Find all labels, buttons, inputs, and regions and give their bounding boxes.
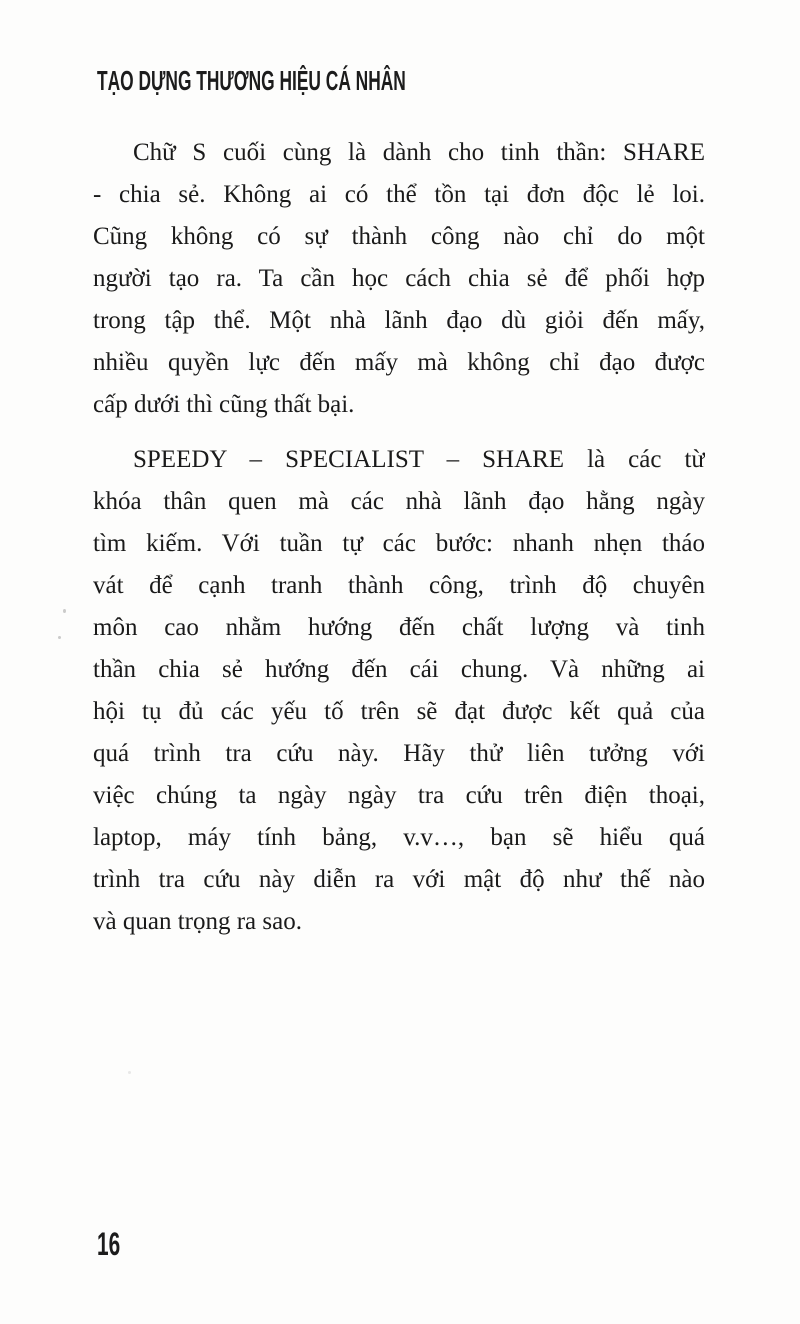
scan-speck (128, 1071, 131, 1074)
text-line: thần chia sẻ hướng đến cái chung. Và những ai (93, 656, 705, 683)
text-line: việc chúng ta ngày ngày tra cứu trên điện thoại, (93, 782, 705, 809)
text-line: vát để cạnh tranh thành công, trình độ chuyên (93, 572, 705, 599)
paragraph (93, 439, 705, 943)
text-line: quá trình tra cứu này. Hãy thử liên tưởng với (93, 740, 705, 767)
text-line: khóa thân quen mà các nhà lãnh đạo hằng ngày (93, 488, 705, 515)
text-line: Cũng không có sự thành công nào chỉ do một (93, 223, 705, 250)
text-line: trong tập thể. Một nhà lãnh đạo dù giỏi đến mấy, (93, 307, 705, 334)
text-line: người tạo ra. Ta cần học cách chia sẻ để phối hợp (93, 265, 705, 292)
text-line: và quan trọng ra sao. (93, 908, 302, 935)
body-text (93, 132, 705, 943)
text-line: trình tra cứu này diễn ra với mật độ như thế nào (93, 866, 705, 893)
text-line: SPEEDY – SPECIALIST – SHARE là các từ (133, 446, 705, 473)
paragraph (93, 132, 705, 426)
text-line: cấp dưới thì cũng thất bại. (93, 391, 355, 418)
text-line: - chia sẻ. Không ai có thể tồn tại đơn độc lẻ loi. (93, 181, 705, 208)
text-line: tìm kiếm. Với tuần tự các bước: nhanh nhẹn tháo (93, 530, 705, 557)
text-line: Chữ S cuối cùng là dành cho tinh thần: SHARE (133, 139, 705, 166)
scan-speck (63, 609, 66, 613)
running-header: TẠO DỰNG THƯƠNG HIỆU CÁ NHÂN (97, 65, 406, 96)
text-line: hội tụ đủ các yếu tố trên sẽ đạt được kết quả của (93, 698, 705, 725)
scan-speck (58, 636, 61, 639)
page-number: 16 (97, 1226, 121, 1262)
text-line: nhiều quyền lực đến mấy mà không chỉ đạo được (93, 349, 705, 376)
text-line: môn cao nhằm hướng đến chất lượng và tinh (93, 614, 705, 641)
text-line: laptop, máy tính bảng, v.v…, bạn sẽ hiểu quá (93, 824, 705, 851)
